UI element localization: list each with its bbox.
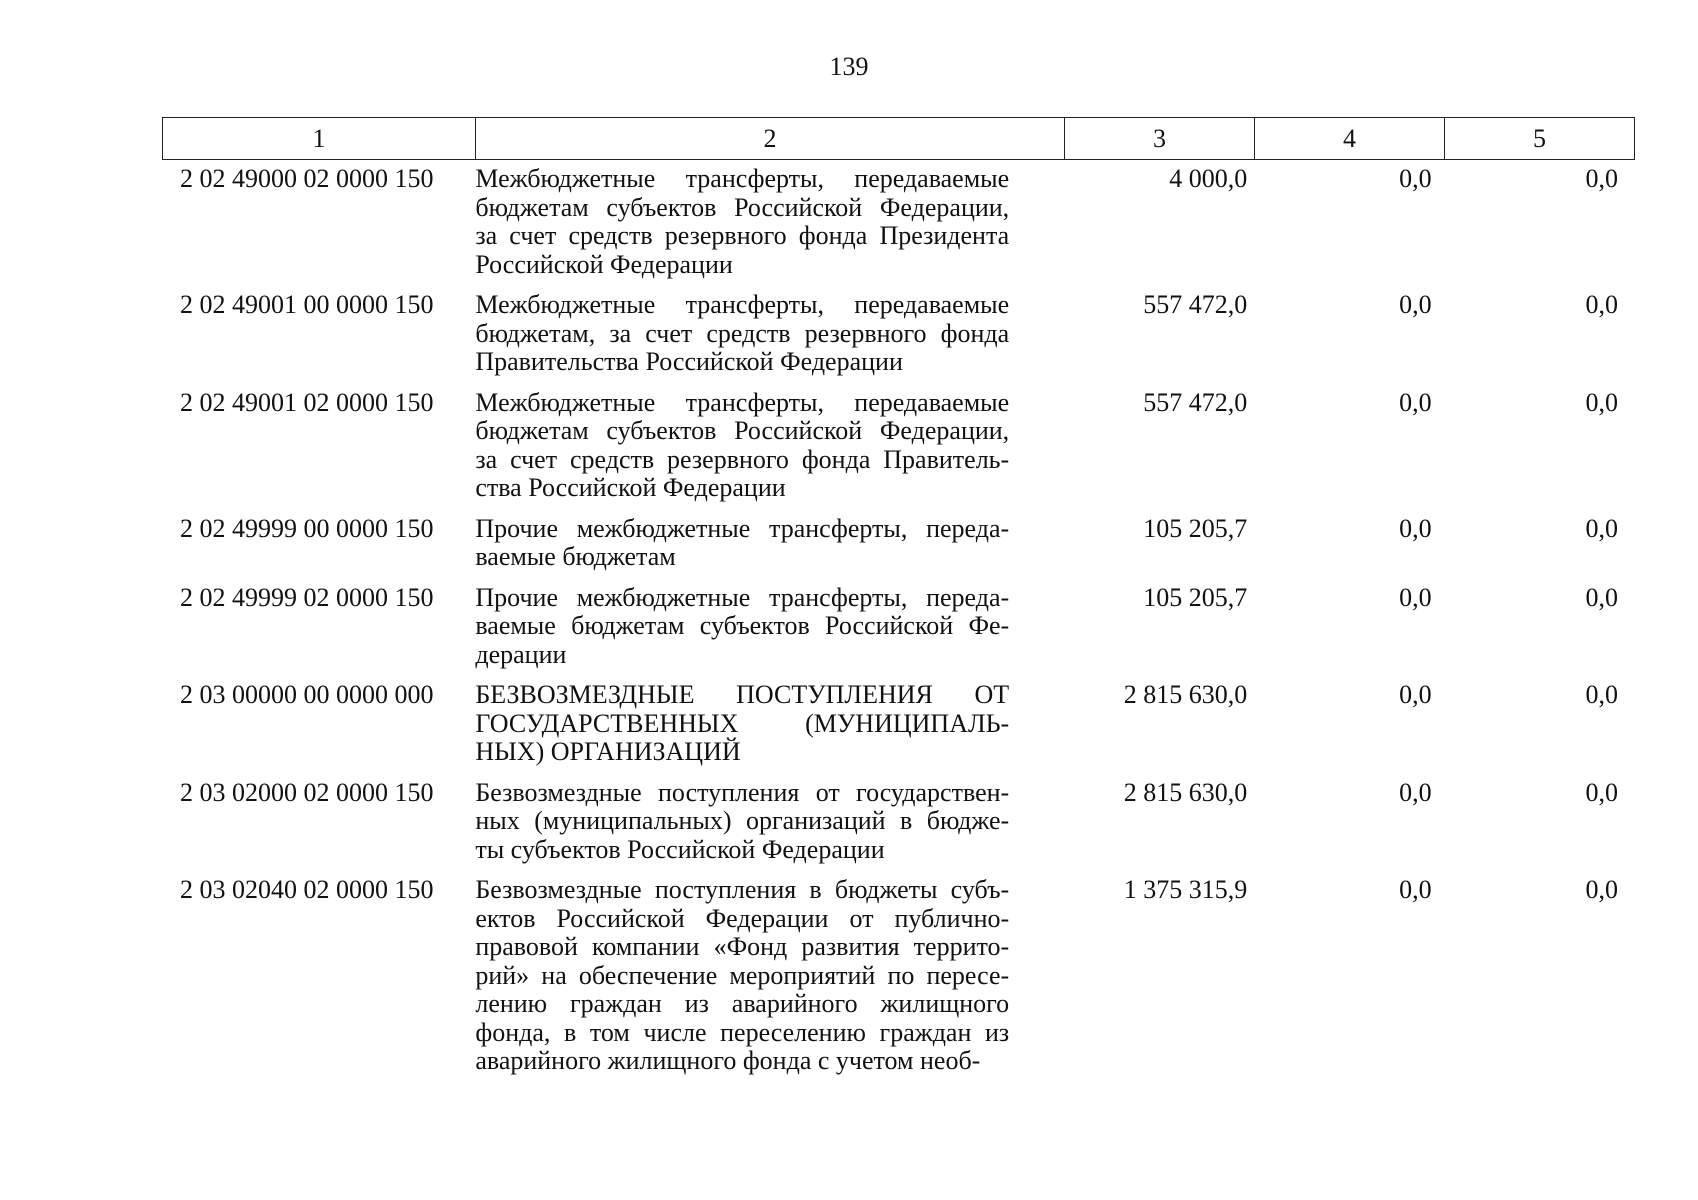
description-line: правовой компании «Фонд развития террито- (475, 932, 1010, 961)
header-col-4: 4 (1255, 118, 1445, 160)
cell-code: 2 02 49999 02 0000 150 (180, 582, 434, 612)
cell-value-col-4: 0,0 (1399, 680, 1432, 709)
cell-description (450, 515, 1009, 572)
cell-description (450, 681, 1009, 767)
cell-code: 2 02 49001 00 0000 150 (180, 290, 434, 319)
cell-code: 2 03 00000 00 0000 000 (180, 680, 434, 709)
description-line: бюджетам субъектов Российской Федерации, (475, 192, 1010, 222)
page-number: 139 (829, 52, 869, 81)
cell-value-col-4: 0,0 (1399, 290, 1432, 319)
cell-value-col-5: 0,0 (1585, 387, 1618, 417)
description-line: Безвозмездные поступления в бюджеты субъ- (475, 875, 1010, 904)
cell-code: 2 03 02040 02 0000 150 (180, 875, 434, 904)
cell-description (450, 584, 1009, 670)
cell-value-col-5: 0,0 (1585, 582, 1618, 612)
cell-description (450, 291, 1009, 377)
description-line: за счет средств резервного фонда Президента (475, 221, 1010, 250)
cell-description (450, 165, 1009, 279)
description-line: ГОСУДАРСТВЕННЫХ (МУНИЦИПАЛЬ- (475, 708, 1010, 738)
cell-value-col-4: 0,0 (1399, 777, 1432, 807)
cell-code: 2 03 02000 02 0000 150 (180, 777, 434, 807)
cell-description (450, 389, 1009, 503)
header-col-2: 2 (476, 118, 1065, 160)
cell-value-col-5: 0,0 (1585, 513, 1618, 543)
cell-value-col-4: 0,0 (1399, 164, 1432, 193)
header-col-5: 5 (1445, 118, 1635, 160)
cell-value-col-4: 0,0 (1399, 513, 1432, 543)
description-line: бюджетам субъектов Российской Федерации, (475, 416, 1010, 445)
description-line: дерации (475, 639, 567, 669)
description-line: ектов Российской Федерации от публично- (475, 903, 1010, 933)
cell-value-col-4: 0,0 (1399, 387, 1432, 417)
description-line: ваемые бюджетам (475, 542, 676, 571)
cell-value-col-3: 2 815 630,0 (1123, 680, 1248, 709)
description-line: ных (муниципальных) организаций в бюдже- (475, 806, 1010, 835)
cell-code: 2 02 49001 02 0000 150 (180, 387, 434, 417)
description-line: Безвозмездные поступления от государствен- (475, 777, 1010, 807)
table-row (162, 165, 1632, 279)
cell-value-col-3: 105 205,7 (1143, 582, 1248, 612)
table-row (162, 876, 1632, 1076)
cell-value-col-3: 105 205,7 (1143, 513, 1248, 543)
description-line: ства Российской Федерации (475, 473, 786, 502)
description-line: Прочие межбюджетные трансферты, переда- (475, 582, 1010, 612)
cell-value-col-5: 0,0 (1585, 290, 1618, 319)
description-line: Межбюджетные трансферты, передаваемые (475, 164, 1010, 193)
cell-value-col-5: 0,0 (1585, 680, 1618, 709)
description-line: ваемые бюджетам субъектов Российской Фе- (475, 611, 1010, 640)
table-row (162, 515, 1632, 572)
description-line: Прочие межбюджетные трансферты, переда- (475, 513, 1010, 543)
cell-value-col-5: 0,0 (1585, 875, 1618, 904)
description-line: фонда, в том числе переселению граждан из (475, 1017, 1010, 1047)
cell-value-col-5: 0,0 (1585, 777, 1618, 807)
description-line: Межбюджетные трансферты, передаваемые (475, 387, 1010, 417)
description-line: Российской Федерации (475, 249, 733, 279)
header-col-1: 1 (163, 118, 476, 160)
description-line: за счет средств резервного фонда Правитель- (475, 444, 1010, 474)
cell-description (450, 779, 1009, 865)
cell-code: 2 02 49000 02 0000 150 (180, 164, 434, 193)
cell-value-col-4: 0,0 (1399, 582, 1432, 612)
description-line: НЫХ) ОРГАНИЗАЦИЙ (475, 737, 741, 766)
description-line: Межбюджетные трансферты, передаваемые (475, 290, 1010, 319)
table-row (162, 291, 1632, 377)
table-row (162, 584, 1632, 670)
description-line: БЕЗВОЗМЕЗДНЫЕ ПОСТУПЛЕНИЯ ОТ (475, 680, 1010, 709)
cell-value-col-3: 557 472,0 (1143, 290, 1248, 319)
cell-code: 2 02 49999 00 0000 150 (180, 513, 434, 543)
description-line: Правительства Российской Федерации (475, 347, 903, 376)
table-row (162, 389, 1632, 503)
description-line: лению граждан из аварийного жилищного (475, 989, 1010, 1018)
cell-value-col-5: 0,0 (1585, 164, 1618, 193)
header-col-3: 3 (1065, 118, 1255, 160)
cell-value-col-3: 2 815 630,0 (1123, 777, 1248, 807)
cell-value-col-4: 0,0 (1399, 875, 1432, 904)
table-header (162, 117, 1635, 160)
description-line: бюджетам, за счет средств резервного фонда (475, 318, 1010, 348)
table-row (162, 681, 1632, 767)
description-line: рий» на обеспечение мероприятий по пересе- (475, 960, 1010, 990)
cell-value-col-3: 1 375 315,9 (1123, 875, 1248, 904)
table-row (162, 779, 1632, 865)
cell-value-col-3: 4 000,0 (1169, 164, 1248, 193)
description-line: ты субъектов Российской Федерации (475, 834, 885, 864)
cell-value-col-3: 557 472,0 (1143, 387, 1248, 417)
table-body (162, 165, 1632, 1088)
cell-description (450, 876, 1009, 1076)
description-line: аварийного жилищного фонда с учетом необ- (475, 1046, 981, 1075)
